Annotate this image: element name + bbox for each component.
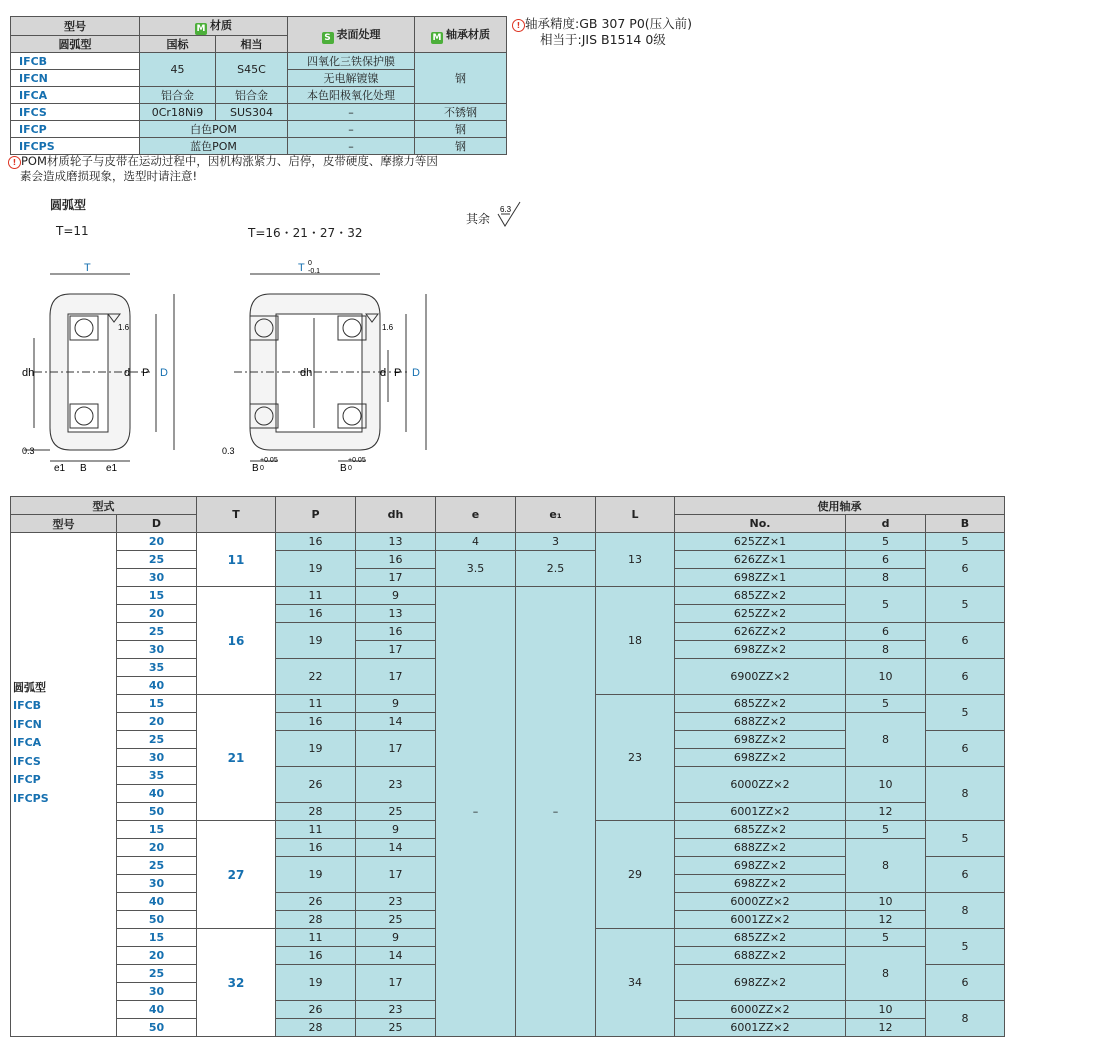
T-cell: 27 [197, 821, 276, 929]
P-cell: 19 [276, 965, 356, 1001]
P-cell: 16 [276, 947, 356, 965]
series-label: IFCPS [13, 791, 49, 805]
bearing-B-cell: 8 [926, 767, 1005, 821]
dh-cell: 9 [356, 695, 436, 713]
bearing-no-cell: 685ZZ×2 [675, 695, 846, 713]
bearing-d-cell: 10 [846, 767, 926, 803]
P-cell: 28 [276, 1019, 356, 1037]
e1-cell: – [516, 587, 596, 1037]
D-cell: 25 [117, 857, 197, 875]
D-cell: 20 [117, 533, 197, 551]
bearing-d-cell: 10 [846, 1001, 926, 1019]
bearing-no-cell: 6000ZZ×2 [675, 1001, 846, 1019]
T-cell: 16 [197, 587, 276, 695]
gb-cell: 45 [140, 53, 216, 87]
model-cell: IFCN [11, 70, 140, 87]
bearing-B-cell: 6 [926, 659, 1005, 695]
bearing-B-cell: 8 [926, 1001, 1005, 1037]
series-label: IFCN [13, 717, 42, 731]
dh-cell: 9 [356, 929, 436, 947]
L-cell: 23 [596, 695, 675, 821]
header-model: 型号 [11, 17, 140, 36]
svg-text:D: D [412, 367, 420, 379]
dh-cell: 17 [356, 659, 436, 695]
D-cell: 20 [117, 839, 197, 857]
bearing-no-cell: 698ZZ×2 [675, 641, 846, 659]
svg-text:B: B [340, 463, 347, 474]
bearing-B-cell: 5 [926, 533, 1005, 551]
warning-icon: ! [8, 156, 21, 169]
D-cell: 40 [117, 1001, 197, 1019]
model-cell: IFCP [11, 121, 140, 138]
dh-cell: 17 [356, 731, 436, 767]
bearing-no-cell: 688ZZ×2 [675, 947, 846, 965]
dh-cell: 14 [356, 713, 436, 731]
P-cell: 16 [276, 533, 356, 551]
bearing-d-cell: 6 [846, 551, 926, 569]
dh-cell: 17 [356, 965, 436, 1001]
svg-text:T: T [298, 262, 305, 274]
bearing-B-cell: 5 [926, 821, 1005, 857]
P-cell: 16 [276, 713, 356, 731]
svg-text:T: T [84, 262, 91, 274]
svg-text:e1: e1 [106, 463, 118, 474]
table-row [11, 533, 1005, 551]
P-cell: 19 [276, 857, 356, 893]
header-bearing-group: 使用轴承 [675, 497, 1005, 515]
bearing-d-cell: 8 [846, 947, 926, 1001]
P-cell: 11 [276, 821, 356, 839]
roughness-value: 6.3 [500, 205, 512, 214]
svg-text:+0.05: +0.05 [260, 457, 278, 464]
dh-cell: 25 [356, 911, 436, 929]
D-cell: 30 [117, 875, 197, 893]
T-cell: 21 [197, 695, 276, 821]
header-no: No. [675, 515, 846, 533]
bearing-B-cell: 6 [926, 551, 1005, 587]
bearing-d-cell: 10 [846, 659, 926, 695]
svg-text:B: B [80, 463, 87, 474]
header-model: 型号 [11, 515, 117, 533]
e1-cell: 3 [516, 533, 596, 551]
P-cell: 19 [276, 551, 356, 587]
pom-note: ! POM材质轮子与皮带在运动过程中，因机构涨紧力、启停，皮带硬度、摩擦力等因 素会造成磨损现象，选型时请注意! [8, 154, 518, 183]
header-equiv: 相当 [216, 36, 288, 53]
P-cell: 16 [276, 839, 356, 857]
bearing-B-cell: 5 [926, 929, 1005, 965]
accuracy-note: ! 轴承精度:GB 307 P0(压入前) 相当于:JIS B1514 0级 [512, 16, 692, 47]
bearing-B-cell: 5 [926, 695, 1005, 731]
gb-cell: 铝合金 [140, 87, 216, 104]
header-B: B [926, 515, 1005, 533]
D-cell: 50 [117, 1019, 197, 1037]
e-cell: 4 [436, 533, 516, 551]
dh-cell: 23 [356, 893, 436, 911]
svg-text:e1: e1 [54, 463, 66, 474]
drawing-tmulti [220, 256, 450, 476]
bearing-d-cell: 12 [846, 911, 926, 929]
model-cell: IFCPS [11, 138, 140, 155]
D-cell: 50 [117, 803, 197, 821]
roughness-note: 其余 [466, 212, 491, 226]
D-cell: 15 [117, 695, 197, 713]
bearing-no-cell: 6900ZZ×2 [675, 659, 846, 695]
dh-cell: 16 [356, 623, 436, 641]
svg-text:1.6: 1.6 [118, 323, 130, 332]
dh-cell: 13 [356, 605, 436, 623]
bearing-d-cell: 5 [846, 533, 926, 551]
bearing-d-cell: 5 [846, 587, 926, 623]
bearing-no-cell: 698ZZ×2 [675, 965, 846, 1001]
surface-cell: – [288, 104, 415, 121]
D-cell: 15 [117, 587, 197, 605]
D-cell: 30 [117, 569, 197, 587]
P-cell: 11 [276, 587, 356, 605]
svg-text:D: D [160, 367, 168, 379]
equiv-cell: SUS304 [216, 104, 288, 121]
bearing-no-cell: 698ZZ×2 [675, 857, 846, 875]
svg-text:0: 0 [260, 465, 264, 472]
svg-text:0.3: 0.3 [22, 446, 35, 456]
P-cell: 28 [276, 803, 356, 821]
bearing-d-cell: 5 [846, 929, 926, 947]
D-cell: 50 [117, 911, 197, 929]
surface-cell: – [288, 121, 415, 138]
dh-cell: 9 [356, 821, 436, 839]
bearing-no-cell: 625ZZ×2 [675, 605, 846, 623]
material-cell: 白色POM [140, 121, 288, 138]
bearing-no-cell: 6000ZZ×2 [675, 893, 846, 911]
P-cell: 26 [276, 1001, 356, 1019]
L-cell: 34 [596, 929, 675, 1037]
header-type-group: 型式 [11, 497, 197, 515]
bearing-B-cell: 6 [926, 965, 1005, 1001]
header-e1: e₁ [516, 497, 596, 533]
svg-text:B: B [252, 463, 259, 474]
material-table [10, 16, 507, 155]
t11-label: T=11 [56, 224, 89, 238]
svg-text:P: P [142, 367, 150, 379]
dh-cell: 14 [356, 947, 436, 965]
bearing-no-cell: 685ZZ×2 [675, 929, 846, 947]
bearing-d-cell: 12 [846, 1019, 926, 1037]
bearing-d-cell: 6 [846, 623, 926, 641]
bearing-no-cell: 6001ZZ×2 [675, 1019, 846, 1037]
P-cell: 19 [276, 731, 356, 767]
D-cell: 20 [117, 713, 197, 731]
bearing-d-cell: 8 [846, 641, 926, 659]
series-label: IFCB [13, 699, 42, 712]
bearing-cell: 钢 [415, 138, 507, 155]
header-T: T [197, 497, 276, 533]
series-label: IFCS [13, 754, 41, 768]
bearing-cell: 钢 [415, 121, 507, 138]
svg-text:P: P [394, 367, 402, 379]
bearing-no-cell: 626ZZ×1 [675, 551, 846, 569]
warning-icon: ! [512, 19, 525, 32]
D-cell: 25 [117, 731, 197, 749]
D-cell: 40 [117, 893, 197, 911]
tmulti-label: T=16・21・27・32 [248, 226, 363, 240]
bearing-d-cell: 10 [846, 893, 926, 911]
bearing-no-cell: 6001ZZ×2 [675, 803, 846, 821]
P-cell: 11 [276, 929, 356, 947]
D-cell: 30 [117, 749, 197, 767]
D-cell: 40 [117, 785, 197, 803]
bearing-d-cell: 5 [846, 695, 926, 713]
spec-table [10, 496, 1005, 1037]
L-cell: 29 [596, 821, 675, 929]
header-material: M 材质 [140, 17, 288, 36]
L-cell: 18 [596, 587, 675, 695]
series-label: IFCA [13, 736, 42, 749]
bearing-d-cell: 8 [846, 569, 926, 587]
dh-cell: 17 [356, 569, 436, 587]
bearing-d-cell: 8 [846, 839, 926, 893]
D-cell: 30 [117, 641, 197, 659]
s-badge-icon: S [322, 32, 334, 44]
header-e: e [436, 497, 516, 533]
drawing-t11 [20, 256, 210, 476]
bearing-B-cell: 8 [926, 893, 1005, 929]
dh-cell: 16 [356, 551, 436, 569]
bearing-d-cell: 8 [846, 713, 926, 767]
table-row [11, 587, 1005, 605]
material-cell: 蓝色POM [140, 138, 288, 155]
model-cell: IFCB [11, 53, 140, 70]
e1-cell: 2.5 [516, 551, 596, 587]
dh-cell: 25 [356, 1019, 436, 1037]
header-dh: dh [356, 497, 436, 533]
D-cell: 15 [117, 929, 197, 947]
e-cell: – [436, 587, 516, 1037]
header-bearing-material: M 轴承材质 [415, 17, 507, 53]
header-surface: S 表面处理 [288, 17, 415, 53]
surface-cell: 四氧化三铁保护膜 [288, 53, 415, 70]
bearing-no-cell: 698ZZ×2 [675, 749, 846, 767]
bearing-no-cell: 626ZZ×2 [675, 623, 846, 641]
bearing-no-cell: 688ZZ×2 [675, 839, 846, 857]
surface-cell: – [288, 138, 415, 155]
D-cell: 35 [117, 767, 197, 785]
D-cell: 40 [117, 677, 197, 695]
bearing-cell: 钢 [415, 53, 507, 104]
bearing-B-cell: 6 [926, 731, 1005, 767]
header-gb: 国标 [140, 36, 216, 53]
bearing-no-cell: 698ZZ×2 [675, 875, 846, 893]
bearing-no-cell: 685ZZ×2 [675, 587, 846, 605]
surface-cell: 本色阳极氧化处理 [288, 87, 415, 104]
D-cell: 25 [117, 965, 197, 983]
T-cell: 32 [197, 929, 276, 1037]
series-label-list [11, 533, 117, 1037]
table-row [11, 551, 1005, 569]
header-d: d [846, 515, 926, 533]
svg-text:0: 0 [348, 465, 352, 472]
P-cell: 28 [276, 911, 356, 929]
bearing-no-cell: 698ZZ×2 [675, 731, 846, 749]
bearing-no-cell: 6001ZZ×2 [675, 911, 846, 929]
dh-cell: 17 [356, 857, 436, 893]
bearing-no-cell: 685ZZ×2 [675, 821, 846, 839]
dh-cell: 23 [356, 767, 436, 803]
bearing-no-cell: 688ZZ×2 [675, 713, 846, 731]
dh-cell: 13 [356, 533, 436, 551]
D-cell: 25 [117, 551, 197, 569]
bearing-B-cell: 5 [926, 587, 1005, 623]
D-cell: 15 [117, 821, 197, 839]
equiv-cell: 铝合金 [216, 87, 288, 104]
P-cell: 11 [276, 695, 356, 713]
dh-cell: 9 [356, 587, 436, 605]
dh-cell: 23 [356, 1001, 436, 1019]
D-cell: 35 [117, 659, 197, 677]
bearing-B-cell: 6 [926, 623, 1005, 659]
header-D: D [117, 515, 197, 533]
header-P: P [276, 497, 356, 533]
model-cell: IFCA [11, 87, 140, 104]
svg-text:+0.05: +0.05 [348, 457, 366, 464]
svg-text:1.6: 1.6 [382, 323, 394, 332]
dh-cell: 14 [356, 839, 436, 857]
svg-text:0.3: 0.3 [222, 446, 235, 456]
bearing-d-cell: 5 [846, 821, 926, 839]
L-cell: 13 [596, 533, 675, 587]
header-L: L [596, 497, 675, 533]
model-cell: IFCS [11, 104, 140, 121]
equiv-cell: S45C [216, 53, 288, 87]
m-badge-icon: M [196, 24, 206, 34]
svg-text:0: 0 [308, 260, 312, 267]
section-title: 圆弧型 [50, 198, 87, 212]
series-label: 圆弧型 [13, 680, 46, 694]
svg-text:d: d [380, 367, 387, 379]
series-label: IFCP [13, 773, 41, 786]
svg-text:dh: dh [22, 367, 35, 379]
svg-text:-0.1: -0.1 [308, 268, 321, 275]
dh-cell: 17 [356, 641, 436, 659]
dh-cell: 25 [356, 803, 436, 821]
roughness-icon [496, 200, 526, 230]
P-cell: 19 [276, 623, 356, 659]
bearing-no-cell: 625ZZ×1 [675, 533, 846, 551]
P-cell: 26 [276, 767, 356, 803]
e-cell: 3.5 [436, 551, 516, 587]
bearing-no-cell: 6000ZZ×2 [675, 767, 846, 803]
svg-text:dh: dh [300, 367, 313, 379]
D-cell: 20 [117, 605, 197, 623]
P-cell: 22 [276, 659, 356, 695]
bearing-cell: 不锈钢 [415, 104, 507, 121]
P-cell: 26 [276, 893, 356, 911]
bearing-no-cell: 698ZZ×1 [675, 569, 846, 587]
m-badge-icon: M [432, 32, 442, 43]
gb-cell: 0Cr18Ni9 [140, 104, 216, 121]
T-cell: 11 [197, 533, 276, 587]
bearing-d-cell: 12 [846, 803, 926, 821]
surface-cell: 无电解镀镍 [288, 70, 415, 87]
D-cell: 20 [117, 947, 197, 965]
svg-text:d: d [124, 367, 131, 379]
D-cell: 30 [117, 983, 197, 1001]
D-cell: 25 [117, 623, 197, 641]
header-arc-type: 圆弧型 [11, 36, 140, 53]
P-cell: 16 [276, 605, 356, 623]
bearing-B-cell: 6 [926, 857, 1005, 893]
